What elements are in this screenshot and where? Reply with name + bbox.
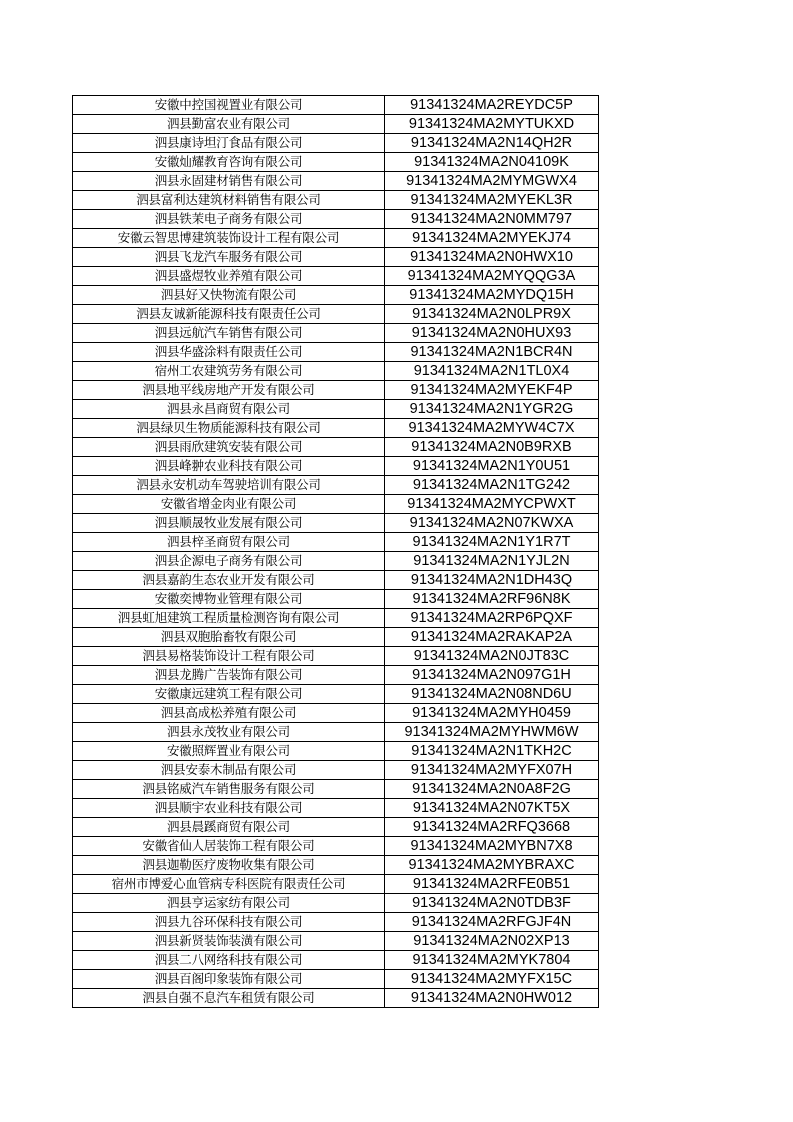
- company-name-cell: 安徽省增金肉业有限公司: [73, 495, 385, 514]
- company-name-cell: 安徽康远建筑工程有限公司: [73, 685, 385, 704]
- company-name-cell: 泗县盛煜牧业养殖有限公司: [73, 267, 385, 286]
- table-row: [73, 628, 599, 647]
- table-row: [73, 324, 599, 343]
- company-name-cell: 泗县高成松养殖有限公司: [73, 704, 385, 723]
- company-name-cell: 安徽灿耀教育咨询有限公司: [73, 153, 385, 172]
- company-name-cell: 泗县华盛涂料有限责任公司: [73, 343, 385, 362]
- table-row: [73, 400, 599, 419]
- table-row: [73, 856, 599, 875]
- credit-code-cell: 91341324MA2REYDC5P: [385, 96, 599, 115]
- table-row: [73, 666, 599, 685]
- company-name-cell: 泗县双胞胎畜牧有限公司: [73, 628, 385, 647]
- company-name-cell: 泗县友诚新能源科技有限责任公司: [73, 305, 385, 324]
- company-name-cell: 安徽奕博物业管理有限公司: [73, 590, 385, 609]
- company-name-cell: 泗县地平线房地产开发有限公司: [73, 381, 385, 400]
- company-name-cell: 泗县永昌商贸有限公司: [73, 400, 385, 419]
- table-row: [73, 457, 599, 476]
- credit-code-cell: 91341324MA2N0HWX10: [385, 248, 599, 267]
- credit-code-cell: 91341324MA2N1Y0U51: [385, 457, 599, 476]
- credit-code-cell: 91341324MA2N1BCR4N: [385, 343, 599, 362]
- company-name-cell: 泗县勤富农业有限公司: [73, 115, 385, 134]
- table-row: [73, 267, 599, 286]
- table-row: [73, 704, 599, 723]
- table-row: [73, 476, 599, 495]
- table-row: [73, 343, 599, 362]
- company-name-cell: 泗县安泰木制品有限公司: [73, 761, 385, 780]
- company-name-cell: 泗县嘉韵生态农业开发有限公司: [73, 571, 385, 590]
- company-name-cell: 泗县九谷环保科技有限公司: [73, 913, 385, 932]
- credit-code-cell: 91341324MA2RP6PQXF: [385, 609, 599, 628]
- table-row: [73, 305, 599, 324]
- company-name-cell: 泗县峰翀农业科技有限公司: [73, 457, 385, 476]
- credit-code-cell: 91341324MA2N1YJL2N: [385, 552, 599, 571]
- table-row: [73, 438, 599, 457]
- credit-code-cell: 91341324MA2N04109K: [385, 153, 599, 172]
- company-name-cell: 泗县顺宇农业科技有限公司: [73, 799, 385, 818]
- table-row: [73, 115, 599, 134]
- credit-code-cell: 91341324MA2N07KT5X: [385, 799, 599, 818]
- company-name-cell: 泗县亨运家纺有限公司: [73, 894, 385, 913]
- credit-code-cell: 91341324MA2MYFX15C: [385, 970, 599, 989]
- table-row: [73, 533, 599, 552]
- credit-code-cell: 91341324MA2MYQQG3A: [385, 267, 599, 286]
- credit-code-cell: 91341324MA2N1YGR2G: [385, 400, 599, 419]
- table-row: [73, 210, 599, 229]
- credit-code-cell: 91341324MA2MYEKJ74: [385, 229, 599, 248]
- company-name-cell: 泗县铁茉电子商务有限公司: [73, 210, 385, 229]
- table-row: [73, 875, 599, 894]
- table-row: [73, 552, 599, 571]
- table-row: [73, 989, 599, 1008]
- credit-code-cell: 91341324MA2N0TDB3F: [385, 894, 599, 913]
- credit-code-cell: 91341324MA2RAKAP2A: [385, 628, 599, 647]
- table-row: [73, 191, 599, 210]
- company-name-cell: 安徽省仙人居装饰工程有限公司: [73, 837, 385, 856]
- table-row: [73, 172, 599, 191]
- company-name-cell: 宿州工农建筑劳务有限公司: [73, 362, 385, 381]
- credit-code-cell: 91341324MA2N1TKH2C: [385, 742, 599, 761]
- company-name-cell: 泗县好又快物流有限公司: [73, 286, 385, 305]
- credit-code-cell: 91341324MA2N07KWXA: [385, 514, 599, 533]
- credit-code-cell: 91341324MA2N08ND6U: [385, 685, 599, 704]
- credit-code-cell: 91341324MA2N0HW012: [385, 989, 599, 1008]
- credit-code-cell: 91341324MA2MYEKF4P: [385, 381, 599, 400]
- company-name-cell: 泗县顺晟牧业发展有限公司: [73, 514, 385, 533]
- table-row: [73, 894, 599, 913]
- credit-code-cell: 91341324MA2MYBN7X8: [385, 837, 599, 856]
- table-row: [73, 134, 599, 153]
- company-name-cell: 泗县龙腾广告装饰有限公司: [73, 666, 385, 685]
- table-row: [73, 780, 599, 799]
- table-row: [73, 742, 599, 761]
- company-name-cell: 泗县百阁印象装饰有限公司: [73, 970, 385, 989]
- credit-code-cell: 91341324MA2RFE0B51: [385, 875, 599, 894]
- company-name-cell: 泗县富利达建筑材料销售有限公司: [73, 191, 385, 210]
- credit-code-cell: 91341324MA2N097G1H: [385, 666, 599, 685]
- credit-code-cell: 91341324MA2N0MM797: [385, 210, 599, 229]
- credit-code-cell: 91341324MA2N0HUX93: [385, 324, 599, 343]
- company-name-cell: 泗县自强不息汽车租赁有限公司: [73, 989, 385, 1008]
- company-registry-table: [72, 95, 599, 1008]
- table-row: [73, 837, 599, 856]
- credit-code-cell: 91341324MA2RFGJF4N: [385, 913, 599, 932]
- credit-code-cell: 91341324MA2N0JT83C: [385, 647, 599, 666]
- company-name-cell: 泗县易格装饰设计工程有限公司: [73, 647, 385, 666]
- company-name-cell: 泗县远航汽车销售有限公司: [73, 324, 385, 343]
- credit-code-cell: 91341324MA2N1TG242: [385, 476, 599, 495]
- table-row: [73, 514, 599, 533]
- credit-code-cell: 91341324MA2MYEKL3R: [385, 191, 599, 210]
- table-row: [73, 286, 599, 305]
- credit-code-cell: 91341324MA2N02XP13: [385, 932, 599, 951]
- company-name-cell: 宿州市博爱心血管病专科医院有限责任公司: [73, 875, 385, 894]
- company-name-cell: 泗县晨蹊商贸有限公司: [73, 818, 385, 837]
- credit-code-cell: 91341324MA2N0B9RXB: [385, 438, 599, 457]
- company-name-cell: 泗县雨欣建筑安装有限公司: [73, 438, 385, 457]
- table-row: [73, 381, 599, 400]
- table-row: [73, 761, 599, 780]
- table-row: [73, 723, 599, 742]
- company-name-cell: 安徽中控国视置业有限公司: [73, 96, 385, 115]
- registry-table-body: [73, 96, 599, 1008]
- company-name-cell: 泗县迦勒医疗废物收集有限公司: [73, 856, 385, 875]
- table-row: [73, 970, 599, 989]
- credit-code-cell: 91341324MA2MYFX07H: [385, 761, 599, 780]
- credit-code-cell: 91341324MA2MYH0459: [385, 704, 599, 723]
- table-row: [73, 419, 599, 438]
- credit-code-cell: 91341324MA2MYMGWX4: [385, 172, 599, 191]
- company-name-cell: 泗县企源电子商务有限公司: [73, 552, 385, 571]
- credit-code-cell: 91341324MA2N1Y1R7T: [385, 533, 599, 552]
- table-row: [73, 153, 599, 172]
- company-name-cell: 泗县绿贝生物质能源科技有限公司: [73, 419, 385, 438]
- credit-code-cell: 91341324MA2N0A8F2G: [385, 780, 599, 799]
- table-row: [73, 495, 599, 514]
- credit-code-cell: 91341324MA2N1TL0X4: [385, 362, 599, 381]
- table-row: [73, 913, 599, 932]
- table-row: [73, 818, 599, 837]
- credit-code-cell: 91341324MA2N1DH43Q: [385, 571, 599, 590]
- company-name-cell: 安徽云智思博建筑装饰设计工程有限公司: [73, 229, 385, 248]
- credit-code-cell: 91341324MA2MYW4C7X: [385, 419, 599, 438]
- credit-code-cell: 91341324MA2N0LPR9X: [385, 305, 599, 324]
- table-row: [73, 571, 599, 590]
- table-row: [73, 951, 599, 970]
- company-name-cell: 泗县梓圣商贸有限公司: [73, 533, 385, 552]
- credit-code-cell: 91341324MA2MYDQ15H: [385, 286, 599, 305]
- credit-code-cell: 91341324MA2N14QH2R: [385, 134, 599, 153]
- company-name-cell: 泗县永安机动车驾驶培训有限公司: [73, 476, 385, 495]
- table-row: [73, 932, 599, 951]
- registry-sheet: [72, 95, 598, 1008]
- table-row: [73, 799, 599, 818]
- company-name-cell: 泗县二八网络科技有限公司: [73, 951, 385, 970]
- table-row: [73, 590, 599, 609]
- credit-code-cell: 91341324MA2RFQ3668: [385, 818, 599, 837]
- company-name-cell: 泗县新贤装饰装潢有限公司: [73, 932, 385, 951]
- credit-code-cell: 91341324MA2MYBRAXC: [385, 856, 599, 875]
- company-name-cell: 泗县永固建材销售有限公司: [73, 172, 385, 191]
- table-row: [73, 96, 599, 115]
- table-row: [73, 248, 599, 267]
- table-row: [73, 647, 599, 666]
- credit-code-cell: 91341324MA2MYK7804: [385, 951, 599, 970]
- company-name-cell: 泗县虹旭建筑工程质量检测咨询有限公司: [73, 609, 385, 628]
- credit-code-cell: 91341324MA2MYCPWXT: [385, 495, 599, 514]
- credit-code-cell: 91341324MA2MYTUKXD: [385, 115, 599, 134]
- company-name-cell: 泗县铭威汽车销售服务有限公司: [73, 780, 385, 799]
- credit-code-cell: 91341324MA2MYHWM6W: [385, 723, 599, 742]
- table-row: [73, 609, 599, 628]
- company-name-cell: 安徽照辉置业有限公司: [73, 742, 385, 761]
- company-name-cell: 泗县永茂牧业有限公司: [73, 723, 385, 742]
- table-row: [73, 362, 599, 381]
- table-row: [73, 685, 599, 704]
- table-row: [73, 229, 599, 248]
- company-name-cell: 泗县飞龙汽车服务有限公司: [73, 248, 385, 267]
- company-name-cell: 泗县康诗坦汀食品有限公司: [73, 134, 385, 153]
- credit-code-cell: 91341324MA2RF96N8K: [385, 590, 599, 609]
